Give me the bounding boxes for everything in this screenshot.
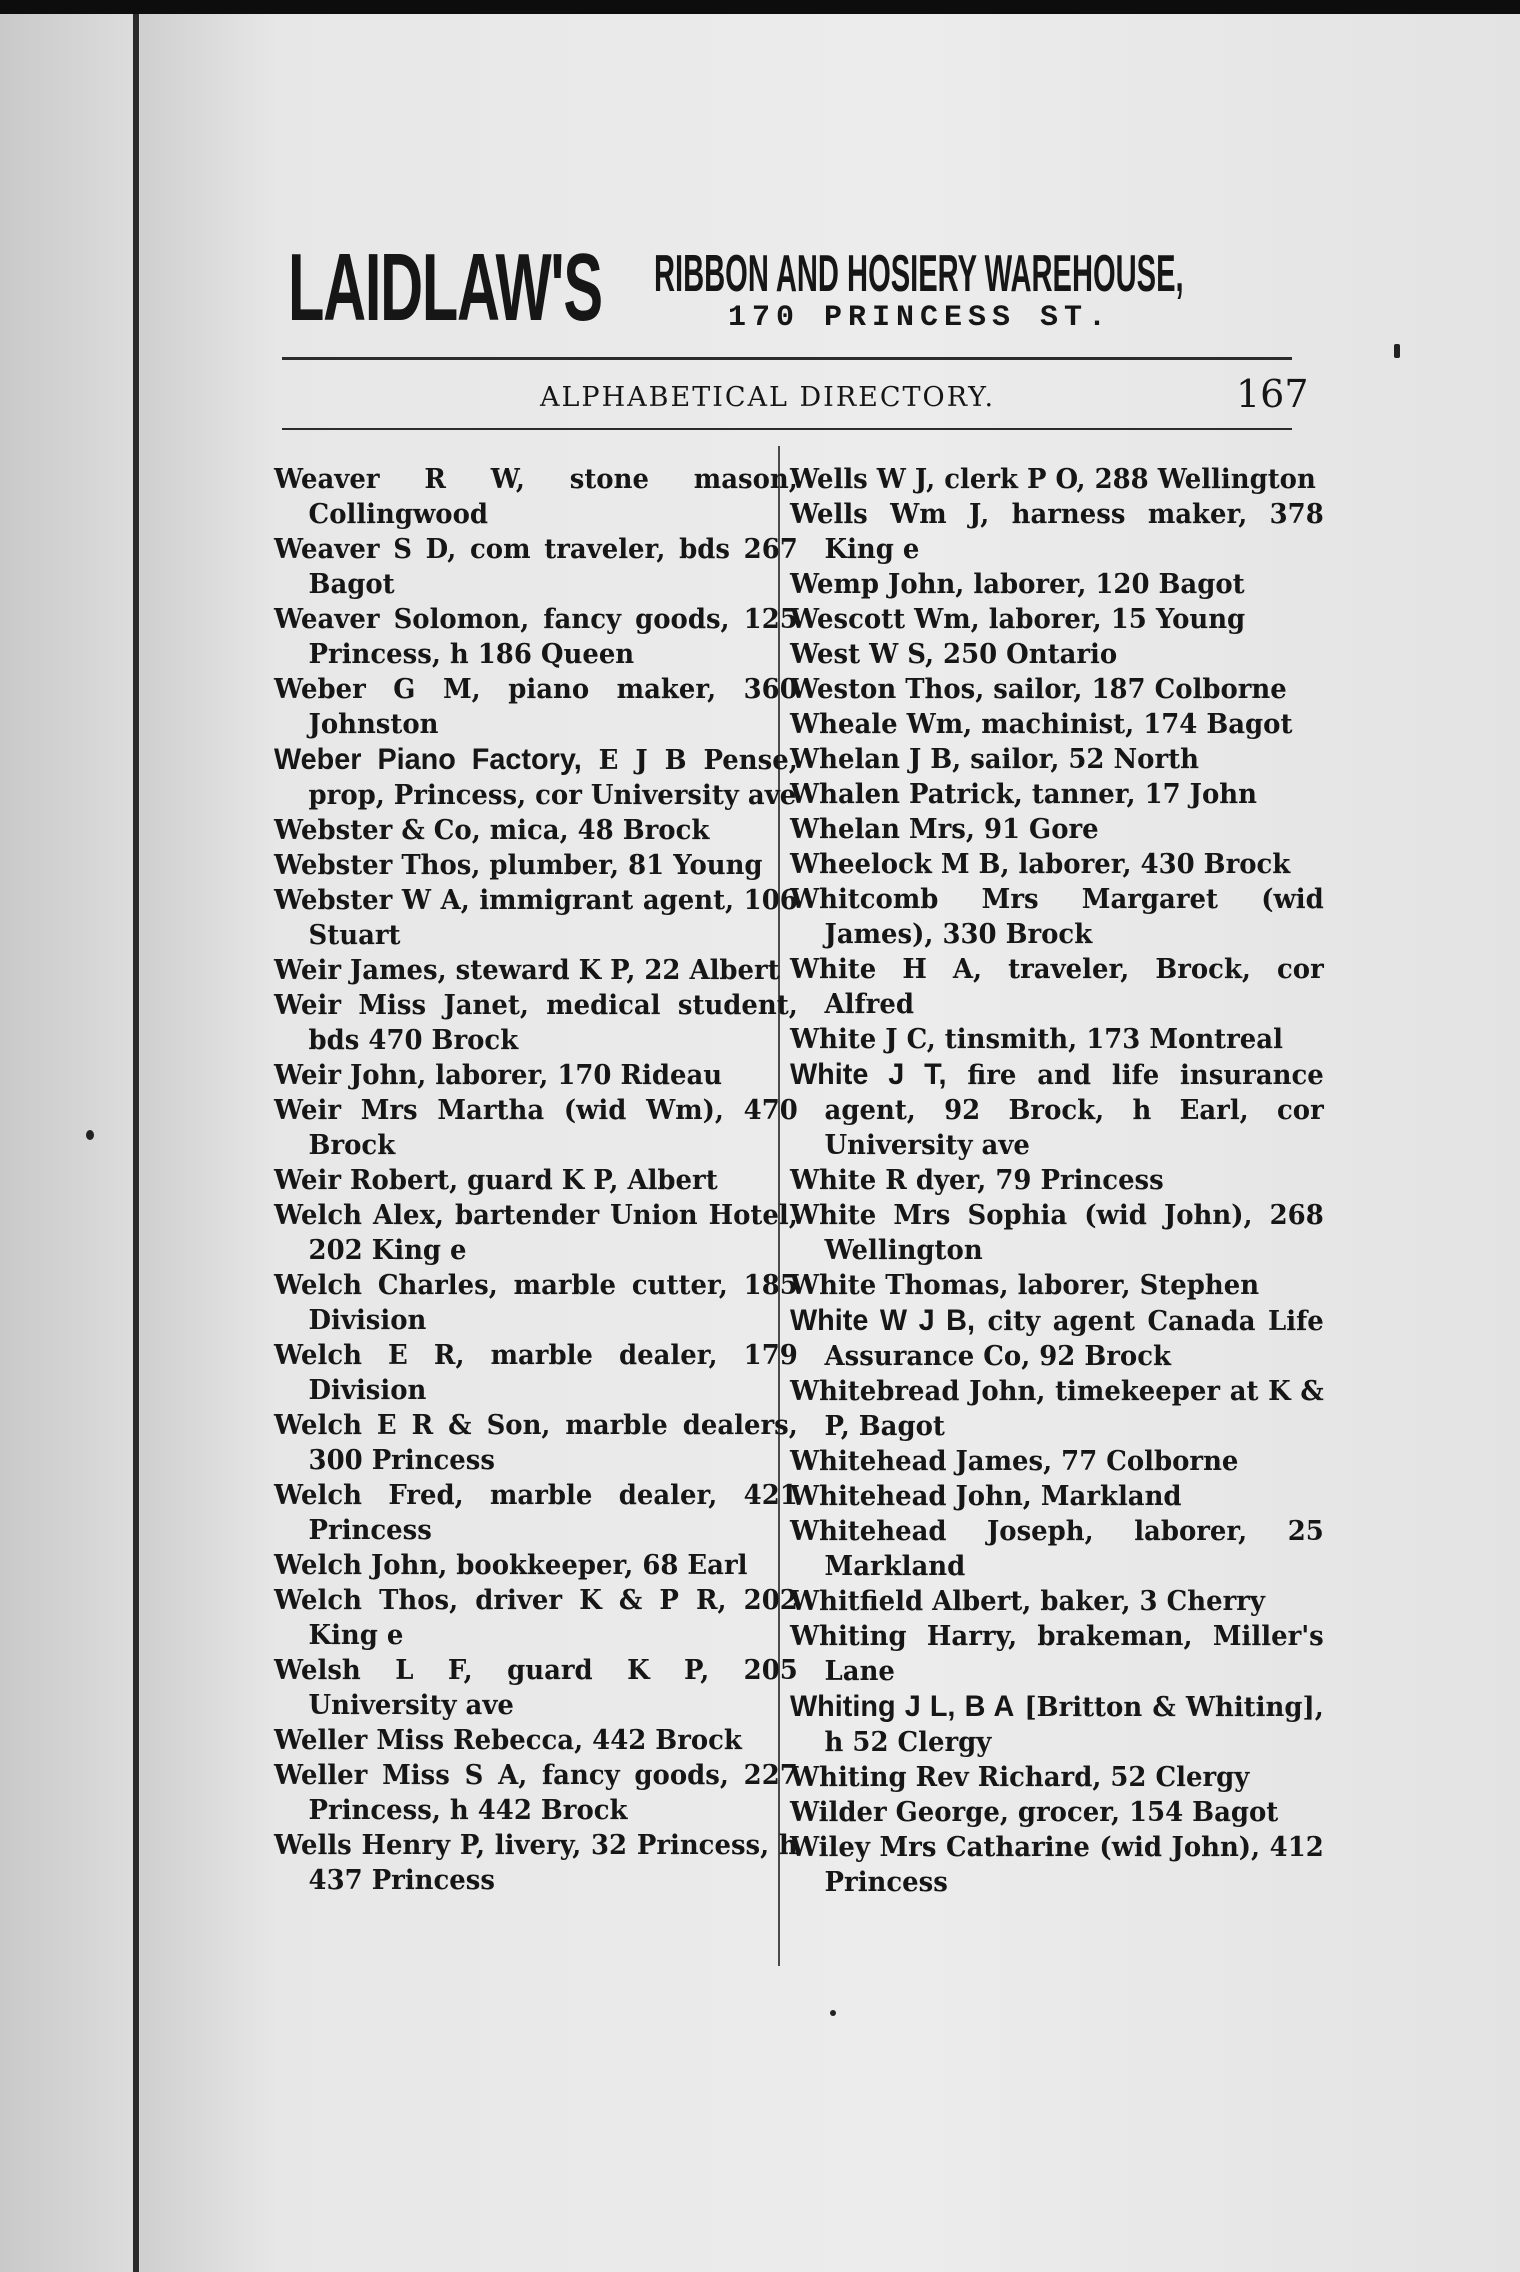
page-number: 167 [1236,372,1309,416]
entry-name: Whitehead James, [790,1446,1053,1477]
entry-details: bookkeeper, 68 Earl [447,1550,748,1581]
header-rule-top [282,357,1292,360]
entry-name: White W J B, [790,1304,975,1337]
entry-name: Weaver S D, [274,534,457,565]
entry-details: immigrant agent, 106 Stuart [308,885,798,951]
ad-address: 170 PRINCESS ST. [728,301,1113,335]
entry-details: piano maker, 360 Johnston [308,674,798,740]
directory-entry [274,1548,798,1583]
directory-entry [274,1338,798,1408]
entry-name: Webster & Co, [274,815,481,846]
directory-entry [274,953,798,988]
directory-entry [790,1303,1324,1374]
directory-entry [274,1758,798,1828]
entry-details: laborer, 15 Young [979,604,1246,635]
page-gutter [0,14,133,2272]
entry-name: Weber Piano Factory, [274,743,582,776]
directory-entry [790,1022,1324,1057]
directory-entry [790,812,1324,847]
directory-entry [790,952,1324,1022]
header-rule-bottom [282,428,1292,430]
entry-details: com traveler, bds 267 Bagot [308,534,798,600]
directory-entry [790,1795,1324,1830]
scan-edge [0,0,1520,14]
entry-details: 77 Colborne [1052,1446,1239,1477]
entry-name: Wescott Wm, [790,604,980,635]
entry-details: (wid James), 330 Brock [824,884,1324,950]
directory-entry [790,637,1324,672]
entry-details: fancy goods, 227 Princess, h 442 Brock [308,1760,798,1826]
entry-details: 250 Ontario [934,639,1118,670]
entry-name: White H A, [790,954,983,985]
directory-entry [274,1198,798,1268]
entry-details: E J B Pense, prop, Princess, cor University ave [308,745,798,811]
entry-details: baker, 3 Cherry [1031,1586,1265,1617]
right-column [790,462,1324,1900]
directory-entry [790,1514,1324,1584]
directory-entry [274,1478,798,1548]
entry-details: (wid John), 412 Princess [824,1832,1324,1898]
entry-details: Markland [1031,1481,1182,1512]
directory-entry [790,707,1324,742]
entry-name: Whitfield Albert, [790,1586,1032,1617]
print-speck [830,2010,836,2016]
entry-details: clerk P O, 288 Wellington [935,464,1316,495]
ad-business-name: LAIDLAW'S [288,234,602,341]
entry-details: 442 Brock [583,1725,742,1756]
directory-entry [790,1268,1324,1303]
entry-name: White J T, [790,1058,947,1091]
directory-entry [274,988,798,1058]
entry-details: laborer, 120 Bagot [964,569,1245,600]
directory-entry [274,1583,798,1653]
entry-name: Whiting Harry, [790,1621,1018,1652]
entry-details: 91 Gore [974,814,1099,845]
entry-details: (wid John), 268 Wellington [824,1200,1324,1266]
entry-name: Whelan Mrs, [790,814,975,845]
entry-details: grocer, 154 Bagot [1008,1797,1279,1828]
entry-details: [Britton & Whiting], h 52 Clergy [824,1692,1324,1758]
directory-entry [790,1584,1324,1619]
entry-name: Weir Miss Janet, [274,990,529,1021]
binding-line [133,14,139,2272]
entry-name: Webster W A, [274,885,470,916]
entry-name: Wells W J, [790,464,936,495]
entry-name: Welch Alex, [274,1200,444,1231]
entry-details: laborer, Stephen [1008,1270,1260,1301]
directory-entry [790,847,1324,882]
entry-name: Weaver Solomon, [274,604,530,635]
directory-entry [274,813,798,848]
entry-name: Welch John, [274,1550,448,1581]
directory-entry [790,1619,1324,1689]
entry-name: Wells Henry P, [274,1830,486,1861]
directory-entry [790,602,1324,637]
directory-entry [790,1444,1324,1479]
entry-details: bartender Union Hotel, 202 King e [308,1200,798,1266]
entry-name: Weir Robert, [274,1165,459,1196]
directory-entry [274,1058,798,1093]
entry-name: Weir James, [274,955,447,986]
entry-details: laborer, 430 Brock [1009,849,1291,880]
entry-details: marble dealer, 179 Division [308,1340,798,1406]
entry-name: White Thomas, [790,1270,1009,1301]
entry-details: 52 Clergy [1101,1762,1250,1793]
entry-details: fancy goods, 125 Princess, h 186 Queen [308,604,798,670]
entry-name: Wells Wm J, [790,499,990,530]
entry-name: Weston Thos, [790,674,985,705]
directory-entry [274,883,798,953]
ad-tagline: RIBBON AND HOSIERY WAREHOUSE, [654,245,1184,303]
entry-name: Welch Fred, [274,1480,464,1511]
directory-entry [790,1760,1324,1795]
entry-name: Welsh L F, [274,1655,473,1686]
entry-name: Wemp John, [790,569,965,600]
entry-details: medical student, bds 470 Brock [308,990,798,1056]
entry-details: city agent Canada Life Assurance Co, 92 Brock [824,1306,1324,1372]
directory-entry [790,882,1324,952]
directory-entry [790,1198,1324,1268]
directory-entry [790,1057,1324,1163]
directory-entry [274,848,798,883]
entry-details: steward K P, 22 Albert [446,955,780,986]
entry-details: guard K P, Albert [458,1165,718,1196]
directory-entry [274,602,798,672]
directory-entry [790,742,1324,777]
entry-details: laborer, 170 Rideau [426,1060,723,1091]
entry-details: marble dealers, 300 Princess [308,1410,798,1476]
left-column [274,462,798,1898]
entry-details: fire and life insurance agent, 92 Brock, h Earl, cor University ave [824,1060,1324,1161]
directory-entry [274,532,798,602]
entry-name: Weaver R W, [274,464,525,495]
entry-name: Whalen Patrick, [790,779,1023,810]
directory-entry [274,1828,798,1898]
directory-entry [790,1479,1324,1514]
entry-name: Whelan J B, [790,744,962,775]
entry-name: White J C, [790,1024,936,1055]
entry-name: Weir Mrs Martha [274,1095,545,1126]
directory-entry [790,1374,1324,1444]
entry-details: livery, 32 Princess, h 437 Princess [308,1830,798,1896]
entry-details: (wid Wm), 470 Brock [308,1095,798,1161]
entry-name: Weller Miss Rebecca, [274,1725,584,1756]
advertisement-banner [288,234,1288,341]
directory-entry [274,1268,798,1338]
print-speck [86,1130,94,1140]
entry-details: dyer, 79 Princess [906,1165,1164,1196]
directory-entry [790,497,1324,567]
entry-name: White Mrs Sophia [790,1200,1068,1231]
entry-name: Wiley Mrs Catharine [790,1832,1090,1863]
entry-name: Welch E R & Son, [274,1410,551,1441]
entry-name: Weber G M, [274,674,481,705]
entry-details: marble cutter, 185 Division [308,1270,798,1336]
entry-name: Wilder George, [790,1797,1009,1828]
entry-name: Wheelock M B, [790,849,1010,880]
entry-details: stone mason, Collingwood [308,464,798,530]
entry-name: Welch Thos, [274,1585,459,1616]
entry-details: sailor, 52 North [961,744,1199,775]
directory-entry [274,1093,798,1163]
entry-name: Webster Thos, [274,850,481,881]
entry-name: Whitebread John, [790,1376,1046,1407]
directory-entry [790,672,1324,707]
entry-details: sailor, 187 Colborne [984,674,1287,705]
entry-name: Whitcomb Mrs Margaret [790,884,1218,915]
directory-entry [790,1689,1324,1760]
directory-entry [274,672,798,742]
entry-details: harness maker, 378 King e [824,499,1324,565]
entry-details: laborer, 25 Markland [824,1516,1324,1582]
entry-details: brakeman, Miller's Lane [824,1621,1324,1687]
entry-name: Weller Miss S A, [274,1760,528,1791]
directory-entry [274,1408,798,1478]
directory-entry [274,1723,798,1758]
entry-details: mica, 48 Brock [480,815,710,846]
entry-name: West W S, [790,639,935,670]
directory-entry [274,1653,798,1723]
directory-entry [790,1830,1324,1900]
entry-name: Weir John, [274,1060,427,1091]
entry-details: traveler, Brock, cor Alfred [824,954,1324,1020]
directory-entry [790,567,1324,602]
directory-entry [790,1163,1324,1198]
directory-entry [274,462,798,532]
entry-name: Whitehead Joseph, [790,1516,1094,1547]
entry-details: machinist, 174 Bagot [972,709,1293,740]
entry-details: driver K & P R, 202 King e [308,1585,798,1651]
directory-entry [274,1163,798,1198]
entry-name: Welch Charles, [274,1270,498,1301]
entry-name: Welch E R, [274,1340,465,1371]
entry-details: guard K P, 205 University ave [308,1655,798,1721]
entry-name: White R [790,1165,907,1196]
running-head: ALPHABETICAL DIRECTORY. [540,382,996,413]
entry-details: timekeeper at K & P, Bagot [824,1376,1324,1442]
entry-name: Whiting Rev Richard, [790,1762,1102,1793]
print-speck [1394,344,1400,358]
directory-entry [274,742,798,813]
entry-name: Wheale Wm, [790,709,973,740]
entry-name: Whitehead John, [790,1481,1032,1512]
entry-details: plumber, 81 Young [480,850,763,881]
directory-entry [790,777,1324,812]
entry-name: Whiting J L, B A [790,1690,1015,1723]
entry-details: tanner, 17 John [1022,779,1257,810]
entry-details: marble dealer, 421 Princess [308,1480,798,1546]
directory-entry [790,462,1324,497]
entry-details: tinsmith, 173 Montreal [935,1024,1283,1055]
